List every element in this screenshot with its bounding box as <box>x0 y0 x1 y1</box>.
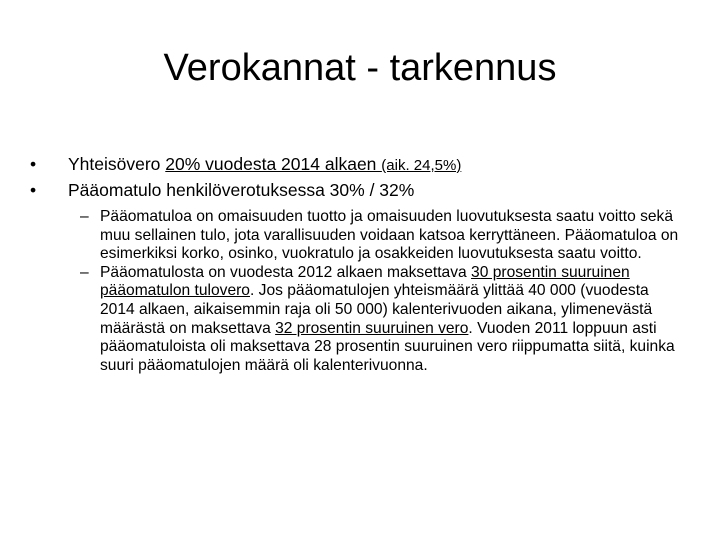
bullet-text: Pääomatulo henkilöverotuksessa 30% / 32% <box>68 180 415 200</box>
sub-bullet-list <box>80 208 680 375</box>
bullet-item-capital-income <box>30 178 700 202</box>
bullet-marker: • <box>30 180 37 200</box>
sub-bullet-marker: – <box>80 263 89 281</box>
sub-bullet-rates <box>80 264 680 376</box>
sub-bullet-text-part3: . Vuoden 2011 loppuun asti pääomatuloista oli maksettava 28 prosentin suuruinen vero riippumatta siitä, kuinka suuri pääomatulojen määrä oli kalenterivuonna. <box>100 319 675 374</box>
bullet-text-underlined: 20% vuodesta 2014 alkaen <box>165 154 382 174</box>
sub-bullet-text-part2: . Jos pääomatulojen yhteismäärä ylittää 40 000 (vuodesta 2014 alkaen, aikaisemmin raja oli 50 000) kalenterivuoden aikana, ylimenevästä määrästä on maksettava <box>100 282 653 337</box>
bullet-text <box>68 152 700 178</box>
bullet-list <box>30 152 700 202</box>
bullet-item-corporate-tax <box>30 152 700 178</box>
bullet-marker: • <box>30 154 37 174</box>
link-30-percent-tax[interactable]: 30 prosentin suuruinen pääomatulon tulovero <box>100 263 630 300</box>
bullet-text-previous-rate: (aik. 24,5%) <box>381 157 462 174</box>
slide-title: Verokannat - tarkennus <box>163 47 557 89</box>
bullet-text-plain: Yhteisövero <box>68 154 166 174</box>
sub-bullet-marker: – <box>80 208 89 225</box>
sub-bullet-text <box>100 264 680 376</box>
sub-bullet-text-part1: Pääomatulosta on vuodesta 2012 alkaen maksettava <box>100 263 472 281</box>
link-32-percent-tax[interactable]: 32 prosentin suuruinen vero <box>275 319 469 337</box>
sub-bullet-definition <box>80 208 680 264</box>
sub-bullet-text: Pääomatuloa on omaisuuden tuotto ja omaisuuden luovutuksesta saatu voitto sekä muu sellainen tulo, jota varallisuuden voidaan katsoa kerryttäneen. Pääomatuloa on esimerkiksi korko, osinko, vuokratulo ja osakkeiden luovutuksesta saatu voitto. <box>100 208 679 263</box>
